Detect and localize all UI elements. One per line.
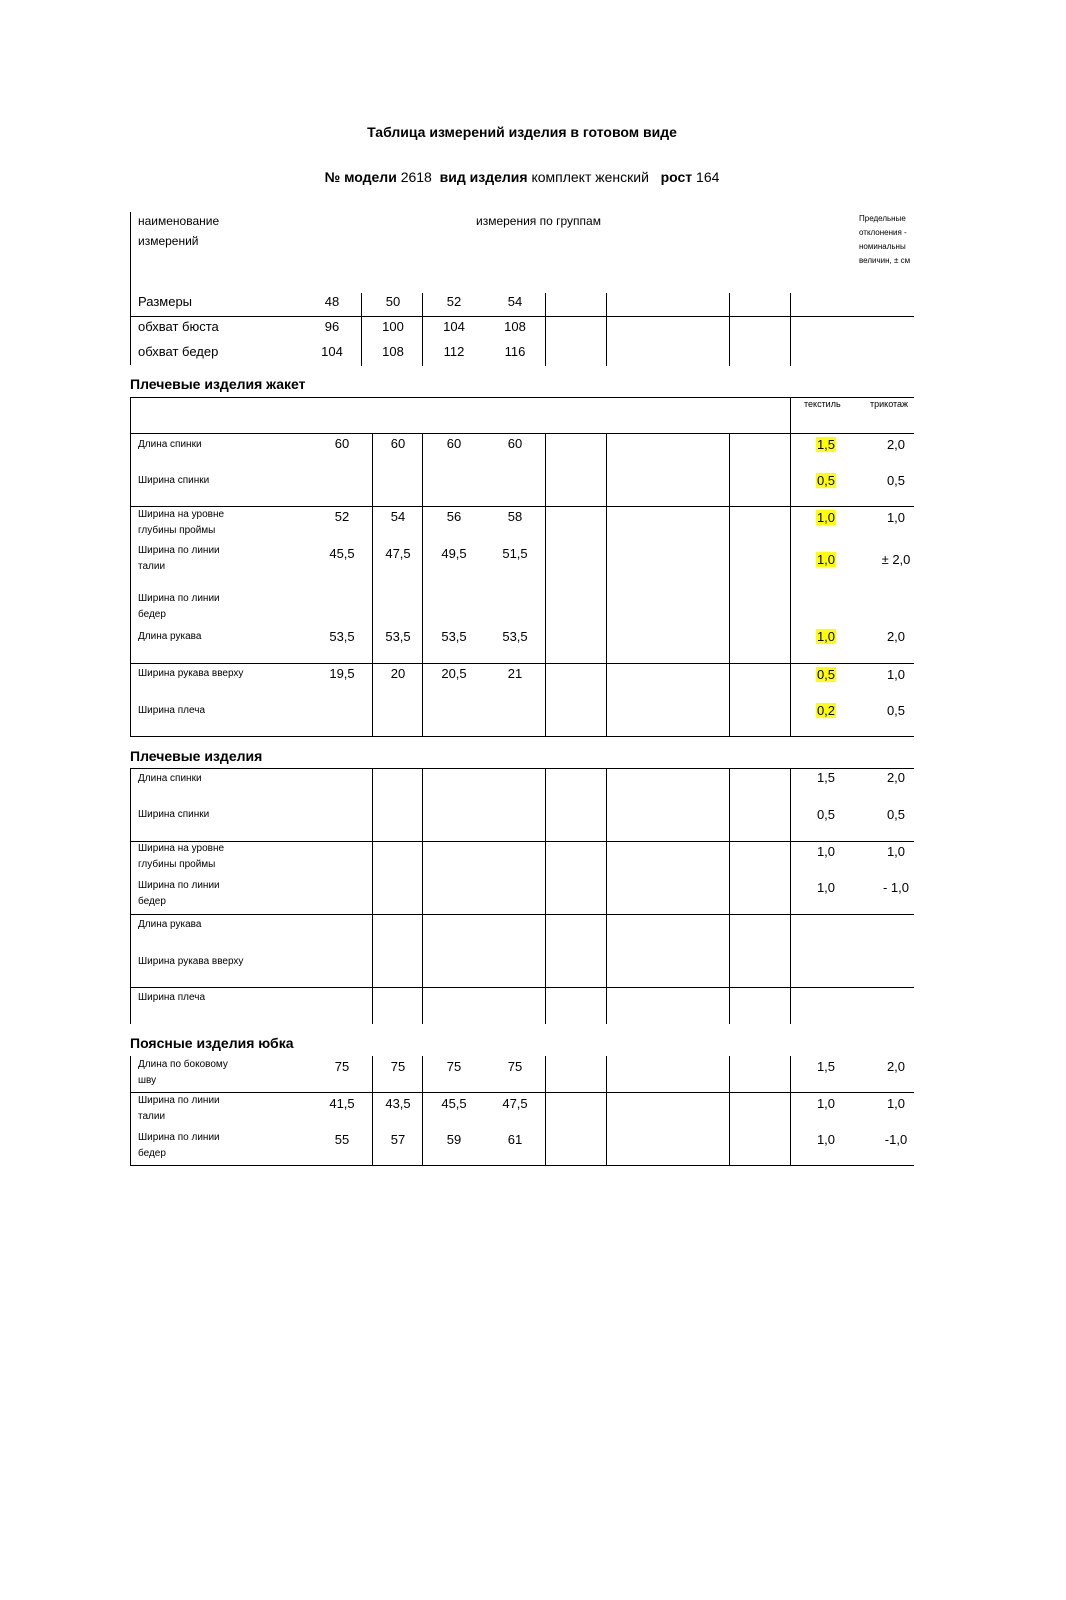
size-value: 54 bbox=[507, 294, 523, 309]
tolerance-textile bbox=[806, 473, 846, 488]
tolerance-textile-value: 1,0 bbox=[816, 510, 836, 525]
tolerance-knit: 1,0 bbox=[886, 1096, 906, 1111]
measure-label: Длина рукава bbox=[138, 919, 202, 930]
header-tolerance-line1: Предельные bbox=[859, 214, 906, 223]
tolerance-textile: 0,5 bbox=[816, 807, 836, 822]
measure-label: Ширина по линии бедер bbox=[138, 880, 220, 907]
tolerance-knit: 2,0 bbox=[886, 1059, 906, 1074]
divider bbox=[130, 914, 914, 915]
bust-label: обхват бюста bbox=[138, 319, 219, 334]
tolerance-knit: 2,0 bbox=[886, 629, 906, 644]
measure-label: Длина по боковому шву bbox=[138, 1059, 228, 1086]
tolerance-textile-value: 0,2 bbox=[816, 703, 836, 718]
measure-value: 41,5 bbox=[329, 1096, 355, 1111]
divider bbox=[130, 987, 914, 988]
tolerance-knit: 2,0 bbox=[886, 770, 906, 785]
tolerance-textile: 1,5 bbox=[816, 1059, 836, 1074]
measure-value: 57 bbox=[390, 1132, 406, 1147]
measure-value: 60 bbox=[446, 436, 462, 451]
measure-value: 19,5 bbox=[329, 666, 355, 681]
tolerance-knit: 1,0 bbox=[886, 510, 906, 525]
divider bbox=[130, 736, 914, 737]
measure-value: 49,5 bbox=[441, 546, 467, 561]
divider bbox=[790, 293, 791, 366]
divider bbox=[130, 1165, 914, 1166]
divider bbox=[545, 293, 546, 366]
measure-value: 43,5 bbox=[385, 1096, 411, 1111]
tolerance-textile-value: 1,5 bbox=[816, 437, 836, 452]
measure-label: Ширина по линии бедер bbox=[138, 1132, 220, 1159]
measure-value: 21 bbox=[507, 666, 523, 681]
divider bbox=[130, 316, 914, 317]
measure-label: Ширина рукава вверху bbox=[138, 668, 244, 679]
divider bbox=[130, 1056, 131, 1166]
measure-value: 47,5 bbox=[502, 1096, 528, 1111]
divider bbox=[729, 293, 730, 366]
measure-value: 60 bbox=[390, 436, 406, 451]
measure-value: 58 bbox=[507, 509, 523, 524]
tolerance-textile: 1,5 bbox=[816, 770, 836, 785]
section-title: Плечевые изделия bbox=[130, 748, 263, 764]
tolerance-textile: 1,0 bbox=[816, 880, 836, 895]
measure-value: 60 bbox=[507, 436, 523, 451]
measure-value: 56 bbox=[446, 509, 462, 524]
divider bbox=[361, 293, 362, 366]
measure-value: 53,5 bbox=[385, 629, 411, 644]
header-left-border bbox=[130, 212, 131, 365]
tolerance-textile bbox=[806, 437, 846, 452]
tolerance-knit: ± 2,0 bbox=[881, 552, 911, 567]
tolerance-textile bbox=[806, 667, 846, 682]
bust-value: 104 bbox=[443, 319, 465, 334]
header-name-col-line2: измерений bbox=[138, 234, 199, 248]
section-title: Поясные изделия юбка bbox=[130, 1035, 294, 1051]
measure-value: 55 bbox=[334, 1132, 350, 1147]
measure-value: 75 bbox=[446, 1059, 462, 1074]
measure-value: 75 bbox=[390, 1059, 406, 1074]
page-title: Таблица измерений изделия в готовом виде bbox=[367, 124, 677, 140]
divider bbox=[130, 1092, 914, 1093]
divider bbox=[130, 663, 914, 664]
measure-value: 53,5 bbox=[502, 629, 528, 644]
measure-value: 54 bbox=[390, 509, 406, 524]
size-value: 52 bbox=[446, 294, 462, 309]
tolerance-knit: - 1,0 bbox=[882, 880, 909, 895]
tolerance-textile bbox=[806, 629, 846, 644]
height-value: 164 bbox=[696, 169, 720, 185]
measure-value: 60 bbox=[334, 436, 350, 451]
tolerance-textile bbox=[806, 510, 846, 525]
measure-value: 47,5 bbox=[385, 546, 411, 561]
measure-label: Длина рукава bbox=[138, 631, 202, 642]
measure-value: 51,5 bbox=[502, 546, 528, 561]
measure-label: Ширина по линии талии bbox=[138, 1095, 220, 1122]
tolerance-textile-value: 0,5 bbox=[816, 667, 836, 682]
measure-label: Длина спинки bbox=[138, 773, 202, 784]
hips-label: обхват бедер bbox=[138, 344, 219, 359]
measure-value: 45,5 bbox=[329, 546, 355, 561]
divider bbox=[372, 433, 373, 737]
measure-label: Ширина рукава вверху bbox=[138, 956, 244, 967]
measure-value: 20,5 bbox=[441, 666, 467, 681]
header-tolerance-line2: отклонения - bbox=[859, 228, 907, 237]
measure-label: Ширина спинки bbox=[138, 809, 210, 820]
measure-value: 75 bbox=[334, 1059, 350, 1074]
measure-label: Ширина на уровне глубины проймы bbox=[138, 509, 225, 536]
measure-label: Ширина спинки bbox=[138, 475, 210, 486]
tolerance-textile-value: 1,0 bbox=[816, 552, 836, 567]
measure-value: 20 bbox=[390, 666, 406, 681]
measure-value: 61 bbox=[507, 1132, 523, 1147]
divider bbox=[606, 1056, 607, 1166]
divider bbox=[790, 768, 791, 1024]
tolerance-knit: 0,5 bbox=[886, 473, 906, 488]
col-header-textile: текстиль bbox=[804, 399, 841, 409]
divider bbox=[422, 293, 423, 366]
divider bbox=[372, 768, 373, 1024]
measure-value: 59 bbox=[446, 1132, 462, 1147]
measure-label: Ширина по линии бедер bbox=[138, 593, 220, 620]
divider bbox=[790, 1056, 791, 1166]
hips-value: 112 bbox=[443, 344, 465, 359]
tolerance-knit: 2,0 bbox=[886, 437, 906, 452]
tolerance-knit: 1,0 bbox=[886, 667, 906, 682]
height-label: рост bbox=[660, 169, 693, 185]
tolerance-textile: 1,0 bbox=[816, 1132, 836, 1147]
size-value: 48 bbox=[324, 294, 340, 309]
divider bbox=[606, 433, 607, 737]
tolerance-knit: 0,5 bbox=[886, 807, 906, 822]
divider bbox=[545, 433, 546, 737]
divider bbox=[545, 1056, 546, 1166]
divider bbox=[130, 397, 131, 737]
divider bbox=[606, 768, 607, 1024]
tolerance-textile-value: 0,5 bbox=[816, 473, 836, 488]
divider bbox=[606, 293, 607, 366]
measure-label: Ширина плеча bbox=[138, 992, 206, 1003]
measure-label: Ширина на уровне глубины проймы bbox=[138, 843, 225, 870]
hips-value: 104 bbox=[321, 344, 343, 359]
divider bbox=[130, 397, 914, 398]
divider bbox=[729, 433, 730, 737]
divider bbox=[790, 397, 791, 737]
measure-label: Ширина плеча bbox=[138, 705, 206, 716]
measure-value: 75 bbox=[507, 1059, 523, 1074]
divider bbox=[729, 768, 730, 1024]
model-line bbox=[0, 169, 1044, 185]
tolerance-knit: 1,0 bbox=[886, 844, 906, 859]
divider bbox=[130, 433, 914, 434]
divider bbox=[545, 768, 546, 1024]
tolerance-knit: -1,0 bbox=[884, 1132, 908, 1147]
hips-value: 116 bbox=[504, 344, 526, 359]
sizes-label: Размеры bbox=[138, 294, 193, 309]
divider bbox=[422, 433, 423, 737]
divider bbox=[422, 768, 423, 1024]
header-tolerance-line4: величин, ± см bbox=[859, 256, 911, 265]
model-label: № модели bbox=[324, 169, 397, 185]
measure-label: Ширина по линии талии bbox=[138, 545, 220, 572]
section-title: Плечевые изделия жакет bbox=[130, 376, 306, 392]
tolerance-textile: 1,0 bbox=[816, 844, 836, 859]
measure-value: 45,5 bbox=[441, 1096, 467, 1111]
header-name-col-line1: наименование bbox=[138, 214, 220, 228]
hips-value: 108 bbox=[382, 344, 404, 359]
col-header-knit: трикотаж bbox=[870, 399, 909, 409]
type-value: комплект женский bbox=[531, 169, 649, 185]
divider bbox=[130, 768, 914, 769]
model-value: 2618 bbox=[400, 169, 432, 185]
bust-value: 100 bbox=[382, 319, 404, 334]
tolerance-textile: 1,0 bbox=[816, 1096, 836, 1111]
size-value: 50 bbox=[385, 294, 401, 309]
header-groups-col: измерения по группам bbox=[476, 214, 601, 228]
bust-value: 96 bbox=[324, 319, 340, 334]
divider bbox=[130, 768, 131, 1024]
measure-value: 53,5 bbox=[329, 629, 355, 644]
tolerance-textile-value: 1,0 bbox=[816, 629, 836, 644]
bust-value: 108 bbox=[504, 319, 526, 334]
header-tolerance-line3: номинальны bbox=[859, 242, 906, 251]
type-label: вид изделия bbox=[439, 169, 528, 185]
tolerance-textile bbox=[806, 552, 846, 567]
measure-label: Длина спинки bbox=[138, 439, 202, 450]
divider bbox=[729, 1056, 730, 1166]
tolerance-textile bbox=[806, 703, 846, 718]
measure-value: 53,5 bbox=[441, 629, 467, 644]
header-tolerance bbox=[859, 212, 914, 268]
measure-value: 52 bbox=[334, 509, 350, 524]
tolerance-knit: 0,5 bbox=[886, 703, 906, 718]
